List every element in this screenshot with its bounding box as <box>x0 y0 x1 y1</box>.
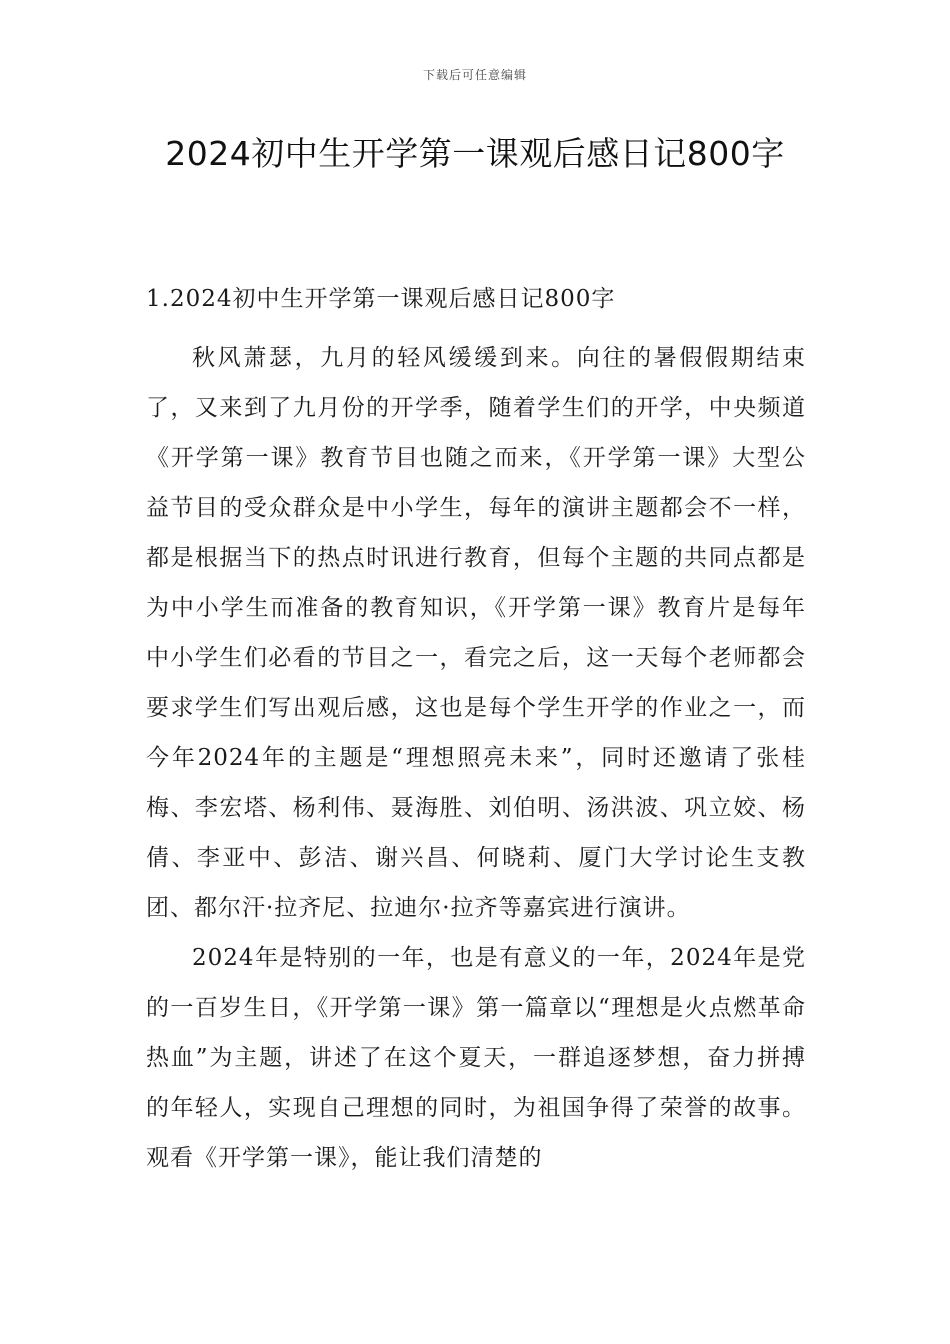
paragraph-1: 秋风萧瑟，九月的轻风缓缓到来。向往的暑假假期结束了，又来到了九月份的开学季，随着学生们的开学，中央频道《开学第一课》教育节目也随之而来，《开学第一课》大型公益节目的受众群众是中小学生，每年的演讲主题都会不一样，都是根据当下的热点时讯进行教育，但每个主题的共同点都是为中小学生而准备的教育知识，《开学第一课》教育片是每年中小学生们必看的节目之一，看完之后，这一天每个老师都会要求学生们写出观后感，这也是每个学生开学的作业之一，而今年2024年的主题是“理想照亮未来”，同时还邀请了张桂梅、李宏塔、杨利伟、聂海胜、刘伯明、汤洪波、巩立姣、杨倩、李亚中、彭洁、谢兴昌、何晓莉、厦门大学讨论生支教团、都尔汗·拉齐尼、拉迪尔·拉齐等嘉宾进行演讲。 <box>146 345 806 921</box>
document-title: 2024初中生开学第一课观后感日记800字 <box>165 134 785 173</box>
header-note: 下载后可任意编辑 <box>422 68 527 82</box>
document-body <box>146 283 806 1183</box>
paragraph-2: 2024年是特别的一年，也是有意义的一年，2024年是党的一百岁生日，《开学第一课》第一篇章以“理想是火点燃革命热血”为主题，讲述了在这个夏天，一群追逐梦想，奋力拼搏的年轻人，实现自己理想的同时，为祖国争得了荣誉的故事。观看《开学第一课》，能让我们清楚的 <box>146 945 806 1171</box>
section-heading: 1.2024初中生开学第一课观后感日记800字 <box>146 286 616 312</box>
